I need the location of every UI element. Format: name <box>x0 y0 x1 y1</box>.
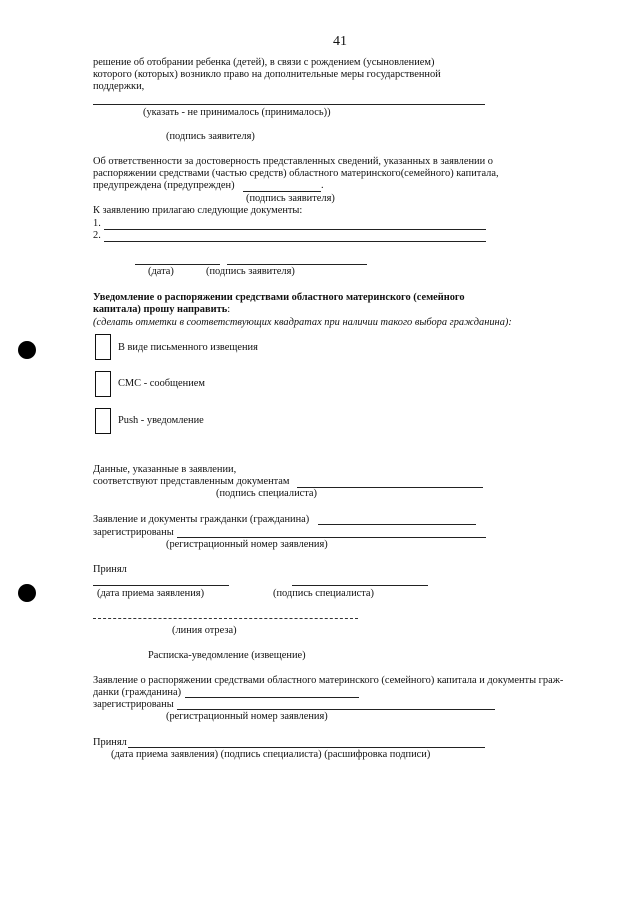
applicant-signature-caption-3: (подпись заявителя) <box>206 266 295 277</box>
receipt-line-1: Заявление о распоряжении средствами областного материнского (семейного) капитала и документы граж- <box>93 675 564 686</box>
cut-line <box>93 618 358 619</box>
receipt-accepted-caption: (дата приема заявления) (подпись специалиста) (расшифровка подписи) <box>111 749 431 760</box>
acceptance-date-caption: (дата приема заявления) <box>97 588 205 599</box>
acceptance-date-line[interactable] <box>93 585 229 586</box>
responsibility-line-3-end: . <box>321 180 324 191</box>
not-accepted-caption: (указать - не принималось (принималось)) <box>143 107 331 118</box>
specialist-signature-line-1[interactable] <box>297 487 483 488</box>
citizen-name-line[interactable] <box>318 524 476 525</box>
document-item-1-number: 1. <box>93 218 101 229</box>
receipt-line-3: зарегистрированы <box>93 699 174 710</box>
option-push-checkbox[interactable] <box>95 408 111 434</box>
notification-instruction: (сделать отметки в соответствующих квадратах при наличии такого выбора гражданина): <box>93 317 512 328</box>
receipt-citizen-name-line[interactable] <box>185 697 359 698</box>
responsibility-line-3: предупреждена (предупрежден) <box>93 180 235 191</box>
document-item-2-number: 2. <box>93 230 101 241</box>
responsibility-line-2: распоряжении средствами (частью средств) областного материнского(семейного) капитала, <box>93 168 499 179</box>
page-number: 41 <box>333 34 347 49</box>
option-written-checkbox[interactable] <box>95 334 111 360</box>
registration-number-caption: (регистрационный номер заявления) <box>166 539 328 550</box>
intro-line-3: поддержки, <box>93 81 145 92</box>
date-line[interactable] <box>135 264 220 265</box>
warned-signature-line[interactable] <box>243 191 321 192</box>
applicant-signature-caption-1: (подпись заявителя) <box>166 131 255 142</box>
verification-line-1: Данные, указанные в заявлении, <box>93 464 237 475</box>
intro-line-1: решение об отобрании ребенка (детей), в связи с рождением (усыновлением) <box>93 57 435 68</box>
documents-heading: К заявлению прилагаю следующие документы: <box>93 205 303 216</box>
registration-line-2: зарегистрированы <box>93 527 174 538</box>
binder-hole-bottom <box>18 584 36 602</box>
registration-number-line[interactable] <box>177 537 486 538</box>
notification-heading-colon: : <box>227 304 231 315</box>
receipt-accepted-line[interactable] <box>128 747 485 748</box>
document-item-1-line[interactable] <box>104 229 486 230</box>
cut-line-caption: (линия отреза) <box>172 625 237 636</box>
verification-line-2: соответствуют представленным документам <box>93 476 290 487</box>
receipt-title: Расписка-уведомление (извещение) <box>148 650 306 661</box>
option-sms-label: СМС - сообщением <box>118 378 205 389</box>
specialist-signature-caption-2: (подпись специалиста) <box>273 588 374 599</box>
applicant-signature-caption-2: (подпись заявителя) <box>246 193 335 204</box>
specialist-signature-line-2[interactable] <box>292 585 428 586</box>
applicant-signature-line[interactable] <box>227 264 367 265</box>
option-push-label: Push - уведомление <box>118 415 204 426</box>
receipt-registration-caption: (регистрационный номер заявления) <box>166 711 328 722</box>
intro-line-2: которого (которых) возникло право на дополнительные меры государственной <box>93 69 441 80</box>
specialist-signature-caption-1: (подпись специалиста) <box>216 488 317 499</box>
document-item-2-line[interactable] <box>104 241 486 242</box>
receipt-registration-line[interactable] <box>177 709 495 710</box>
decision-blank-line[interactable] <box>93 104 485 105</box>
registration-line-1: Заявление и документы гражданки (гражданина) <box>93 514 310 525</box>
accepted-label: Принял <box>93 564 127 575</box>
receipt-line-2: данки (гражданина) <box>93 687 182 698</box>
notification-heading-2-text: капитала) прошу направить <box>93 304 228 315</box>
responsibility-line-1: Об ответственности за достоверность представленных сведений, указанных в заявлении о <box>93 156 493 167</box>
binder-hole-top <box>18 341 36 359</box>
date-caption: (дата) <box>148 266 174 277</box>
receipt-accepted-label: Принял <box>93 737 127 748</box>
option-written-label: В виде письменного извещения <box>118 342 258 353</box>
notification-heading-1: Уведомление о распоряжении средствами областного материнского (семейного <box>93 292 465 303</box>
notification-heading-2 <box>93 304 230 316</box>
option-sms-checkbox[interactable] <box>95 371 111 397</box>
